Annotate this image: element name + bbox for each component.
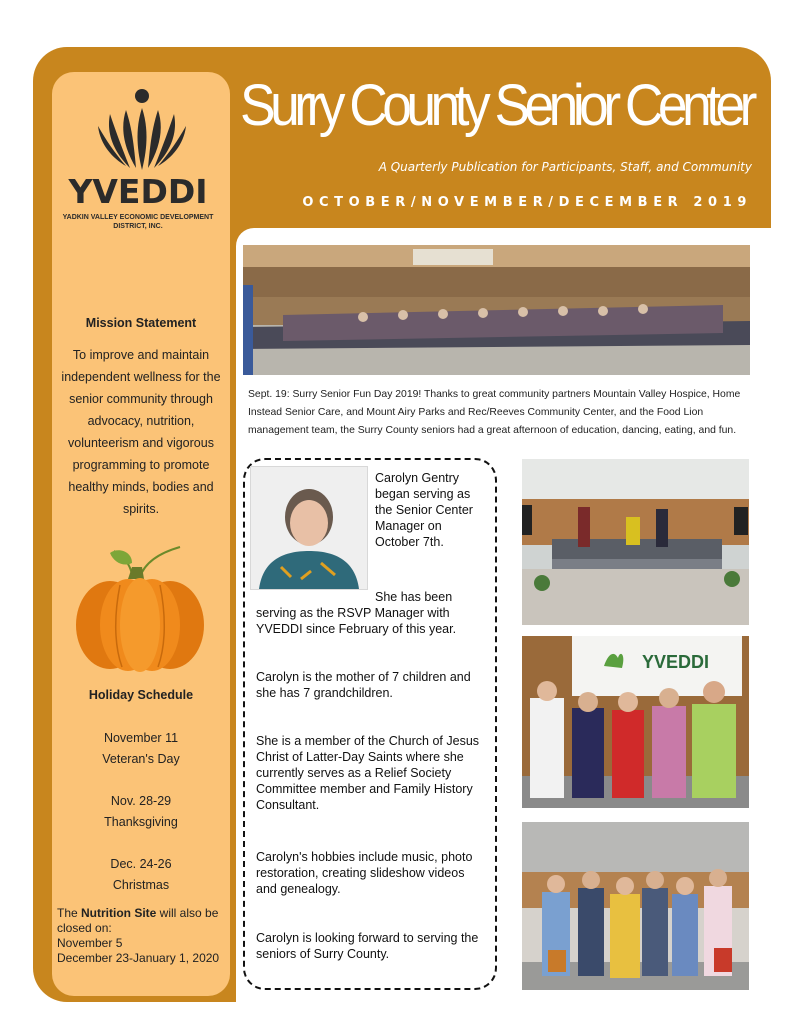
yveddi-logo-icon xyxy=(96,86,188,172)
bio-p4: Carolyn's hobbies include music, photo restoration, creating slideshow videos and genealogy. xyxy=(256,850,473,896)
mission-heading: Mission Statement xyxy=(85,316,197,330)
nutrition-site-label: Nutrition Site xyxy=(81,906,157,920)
holiday-2-date: Nov. 28-29 xyxy=(110,794,172,808)
bio-p3: She is a member of the Church of Jesus Christ of Latter-Day Saints where she currently serves as a Relief Society Committee member and Family History Consultant. xyxy=(256,734,480,812)
fun-day-photo xyxy=(243,245,750,375)
bio-p1: serving as the RSVP Manager with YVEDDI since February of this year. xyxy=(256,606,457,636)
bio-p1-start: She has been xyxy=(375,590,453,604)
logo-tagline: YADKIN VALLEY ECONOMIC DEVELOPMENT DISTRICT, INC. xyxy=(62,214,214,230)
pumpkin-icon xyxy=(70,545,210,673)
banner-yveddi-text: YVEDDI xyxy=(642,652,710,672)
newsletter-subtitle: A Quarterly Publication for Participants, Staff, and Community xyxy=(378,160,752,174)
logo-wordmark: YVEDDI xyxy=(68,172,208,211)
holiday-heading: Holiday Schedule xyxy=(88,688,194,702)
band-stage-photo xyxy=(522,459,749,625)
holiday-1-name: Veteran's Day xyxy=(102,752,180,766)
issue-dates: OCTOBER/NOVEMBER/DECEMBER 2019 xyxy=(302,195,752,210)
nutrition-prefix: The xyxy=(57,906,82,920)
nutrition-suffix: will also be closed on: xyxy=(57,906,219,935)
carolyn-headshot xyxy=(250,466,368,590)
newsletter-title: Surry County Senior Center xyxy=(240,73,752,138)
bio-p5: Carolyn is looking forward to serving the seniors of Surry County. xyxy=(256,931,479,961)
bio-p2: Carolyn is the mother of 7 children and she has 7 grandchildren. xyxy=(256,670,471,700)
holiday-3-name: Christmas xyxy=(112,878,170,892)
holiday-1-date: November 11 xyxy=(103,731,179,745)
closed-date-1: November 5 xyxy=(57,936,123,950)
holiday-3-date: Dec. 24-26 xyxy=(110,857,172,871)
food-lion-group-photo xyxy=(522,822,749,990)
mission-text: To improve and maintain independent wellness for the senior community through advocacy, nutrition, volunteerism and vigorous programming to promote healthy minds, bodies and spirits. xyxy=(61,348,221,516)
closed-date-2: December 23-January 1, 2020 xyxy=(57,951,220,965)
photo-caption: Sept. 19: Surry Senior Fun Day 2019! Thanks to great community partners Mountain Valley Hospice, Home Instead Senior Care, and Mount Airy Parks and Rec/Reeves Community Center, and the Food Lion management team, the Surry County seniors had a great afternoon of education, dancing, eating, and fun. xyxy=(248,389,741,436)
group-photo-banner xyxy=(522,636,749,808)
holiday-2-name: Thanksgiving xyxy=(104,815,178,829)
bio-intro: Carolyn Gentry began serving as the Senior Center Manager on October 7th. xyxy=(375,471,473,549)
nutrition-closure-note xyxy=(57,906,229,966)
